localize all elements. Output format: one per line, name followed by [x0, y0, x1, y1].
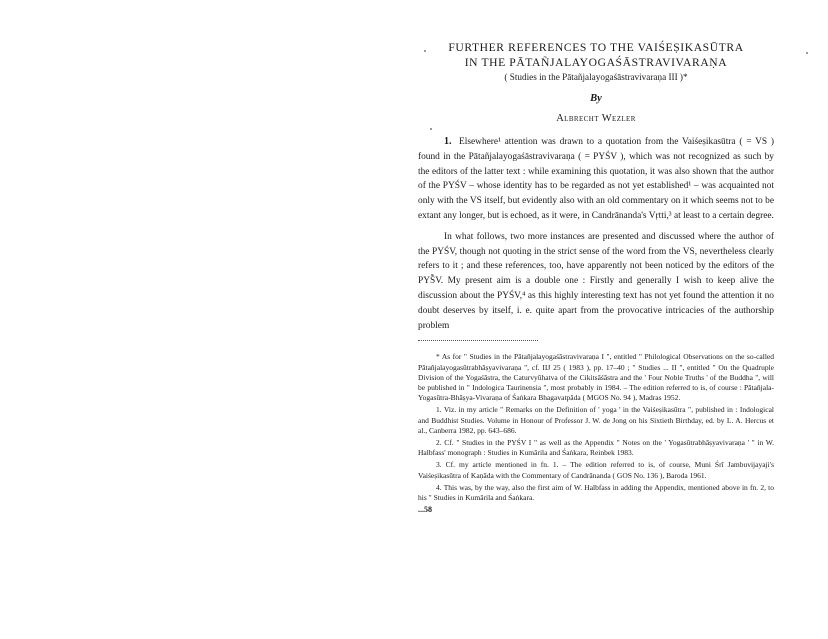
author-name: Albrecht Wezler — [556, 113, 636, 124]
footnote-2: 2. Cf. " Studies in the PYŚV I " as well as the Appendix " Notes on the ' Yogasūtrabhāṣyavivaraṇa ' " in W. Halbfass' monograph : Studies in Kumārila and Śaṅkara, Reinbek 1983. — [418, 437, 774, 458]
title-line-1: FURTHER REFERENCES TO THE VAIŚEṢIKASŪTRA — [448, 41, 744, 54]
scan-speck — [424, 50, 426, 52]
article-subtitle: ( Studies in the Pātañjalayogaśāstravivaraṇa III )* — [504, 72, 688, 82]
footnote-1: 1. Viz. in my article " Remarks on the Definition of ' yoga ' in the Vaiśeṣikasūtra ", published in : Indological and Buddhist Studies. Volume in Honour of Professor J. W. de Jong on his Sixtieth Birthday, ed. by L. A. Hercus et al., Canberra 1982, pp. 643–686. — [418, 405, 774, 435]
footnote-separator — [418, 336, 538, 341]
title-line-2: IN THE PĀTAÑJALAYOGAŚĀSTRAVIVARAṆA — [464, 56, 728, 69]
scan-speck — [431, 274, 433, 276]
scan-speck — [430, 128, 432, 130]
article-page — [418, 40, 774, 515]
section-number: 1. — [444, 136, 452, 147]
byline-by: By — [590, 93, 602, 104]
paragraph-2: In what follows, two more instances are presented and discussed where the author of the PYŚV, though not quoting in the strict sense of the word from the VS, nevertheless clearly refers to it ; and these references, too, have apparently not been noticed by the editors of the PYŚV. My present aim is a double one : Firstly and generally I wish to keep alive the discussion about the PYŚV,⁴ as this highly interesting text has not yet found the attention it no doubt deserves by itself, i. e. quite apart from the provocative intricacies of the authorship problem — [418, 231, 774, 331]
scan-speck — [806, 52, 808, 54]
footnote-star: * As for " Studies in the Pātañjalayogaśāstravivaraṇa I ", entitled " Philological Observations on the so-called Pātañjalayogasūtrabhāṣyavivaraṇa ", cf. IIJ 25 ( 1983 ), pp. 17–40 ; " Studies ... II ", entitled " On the Quadruple Division of the Yogaśāstra, the Caturvyūhatva of the Cikitsāśāstra and the ' Four Noble Truths ' of the Buddha ", will be published in " Indologica Taurinensia ", most probably in 1984. – The edition referred to is, of course : Pātañjala-Yogasūtra-Bhāṣya-Vivaraṇa of Śaṅkara Bhagavatpāda ( MGOS No. 94 ), Madras 1952. — [418, 352, 774, 403]
paragraph-1 — [418, 135, 774, 224]
page-number: ...58 — [418, 505, 432, 515]
article-title — [418, 40, 774, 70]
footnote-3: 3. Cf. my article mentioned in fn. 1. – The edition referred to is, of course, Muni Śrī Jambuvijayaji's Vaiśeṣikasūtra of Kaṇāda with the Commentary of Candrānanda ( GOS No. 136 ), Baroda 1961. — [418, 460, 774, 480]
paragraph-1-text: Elsewhere¹ attention was drawn to a quotation from the Vaiśeṣikasūtra ( = VS ) found in the Pātañjalayogaśāstravivaraṇa ( = PYŚV ), which was not recognized as such by the editors of the latter text : while examining this quotation, it was also shown that the author of the PYŚV – whose identity has to be regarded as not yet established¹ – was acquainted not only with the VS itself, but evidently also with an old commentary on it which seems not to be extant any longer, but is echoed, as it were, in Candrānanda's Vṛtti,³ at least to a certain degree. — [418, 137, 774, 221]
footnote-4: 4. This was, by the way, also the first aim of W. Halbfass in adding the Appendix, mentioned above in fn. 2, to his " Studies in Kumārila and Śaṅkara. — [418, 482, 774, 502]
footnotes — [418, 352, 774, 503]
